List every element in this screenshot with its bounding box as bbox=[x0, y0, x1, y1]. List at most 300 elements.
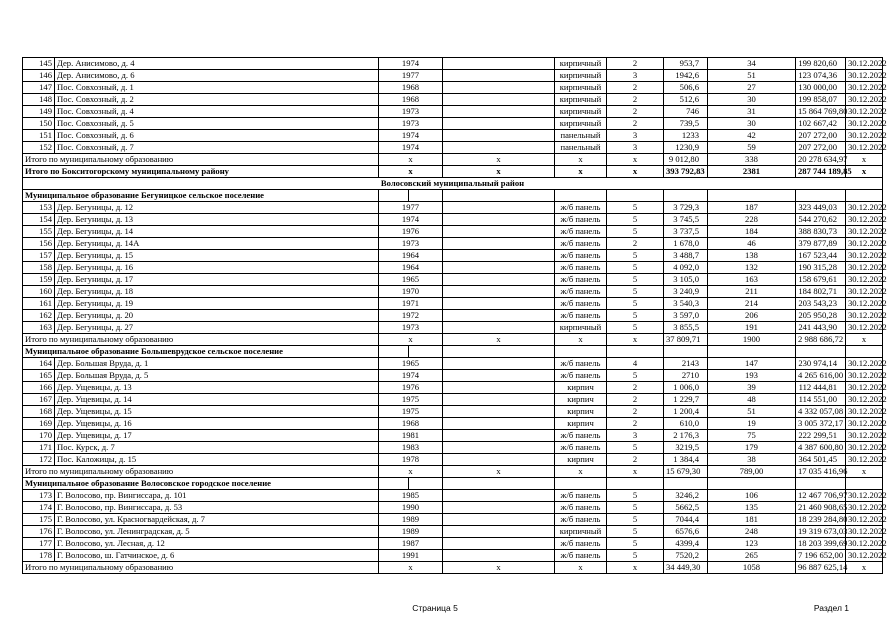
material-cell: х bbox=[555, 466, 607, 478]
material-cell: ж/б панель bbox=[555, 250, 607, 262]
year-cell: 1981 bbox=[379, 430, 443, 442]
address-cell: Г. Волосово, ул. Ленинградская, д. 5 bbox=[55, 526, 379, 538]
table-row bbox=[23, 130, 883, 142]
cost-cell: 15 864 769,80 bbox=[796, 106, 846, 118]
residents-cell: 30 bbox=[708, 118, 796, 130]
floors-cell: 4 bbox=[607, 358, 664, 370]
floors-cell: 2 bbox=[607, 106, 664, 118]
cost-cell: 207 272,00 bbox=[796, 130, 846, 142]
material-cell: х bbox=[555, 166, 607, 178]
year-cell: 1973 bbox=[379, 118, 443, 130]
floors-cell: 5 bbox=[607, 502, 664, 514]
extra-cell: х bbox=[443, 166, 555, 178]
residents-cell: 206 bbox=[708, 310, 796, 322]
cost-cell: 12 467 706,97 bbox=[796, 490, 846, 502]
year-cell: 1973 bbox=[379, 322, 443, 334]
area-cell: 3 240,9 bbox=[664, 286, 708, 298]
address-cell: Дер. Бегуницы, д. 18 bbox=[55, 286, 379, 298]
residents-cell: 147 bbox=[708, 358, 796, 370]
floors-cell: х bbox=[607, 334, 664, 346]
material-cell: ж/б панель bbox=[555, 214, 607, 226]
extra-cell bbox=[443, 82, 555, 94]
address-cell: Дер. Бегуницы, д. 14 bbox=[55, 226, 379, 238]
area-cell: 3 488,7 bbox=[664, 250, 708, 262]
extra-cell: х bbox=[443, 334, 555, 346]
area-cell: 7520,2 bbox=[664, 550, 708, 562]
cost-cell: 287 744 189,85 bbox=[796, 166, 846, 178]
empty-cell bbox=[443, 190, 555, 202]
municipality-title: Муниципальное образование Бегуницкое сельское поселение bbox=[23, 190, 379, 202]
row-number: 168 bbox=[23, 406, 55, 418]
table-row bbox=[23, 118, 883, 130]
material-cell: ж/б панель bbox=[555, 538, 607, 550]
year-cell: х bbox=[379, 166, 443, 178]
extra-cell bbox=[443, 286, 555, 298]
extra-cell bbox=[443, 310, 555, 322]
residents-cell: 48 bbox=[708, 394, 796, 406]
subtotal-row bbox=[23, 334, 883, 346]
row-number: 177 bbox=[23, 538, 55, 550]
row-number: 158 bbox=[23, 262, 55, 274]
table-row bbox=[23, 442, 883, 454]
table-row bbox=[23, 406, 883, 418]
district-header-row bbox=[23, 178, 883, 190]
residents-cell: 46 bbox=[708, 238, 796, 250]
address-cell: Пос. Совхозный, д. 5 bbox=[55, 118, 379, 130]
extra-cell bbox=[443, 94, 555, 106]
cost-cell: 167 523,44 bbox=[796, 250, 846, 262]
date-cell: х bbox=[846, 334, 883, 346]
floors-cell: 5 bbox=[607, 322, 664, 334]
date-cell: х bbox=[846, 562, 883, 574]
row-number: 154 bbox=[23, 214, 55, 226]
date-cell: 30.12.2022 bbox=[846, 142, 883, 154]
material-cell: ж/б панель bbox=[555, 514, 607, 526]
floors-cell: 5 bbox=[607, 490, 664, 502]
extra-cell bbox=[443, 514, 555, 526]
material-cell: ж/б панель bbox=[555, 262, 607, 274]
floors-cell: 5 bbox=[607, 262, 664, 274]
residents-cell: 19 bbox=[708, 418, 796, 430]
cost-cell: 17 035 416,96 bbox=[796, 466, 846, 478]
material-cell: х bbox=[555, 154, 607, 166]
material-cell: кирпичный bbox=[555, 70, 607, 82]
residents-cell: 42 bbox=[708, 130, 796, 142]
row-number: 155 bbox=[23, 226, 55, 238]
district-total-row bbox=[23, 166, 883, 178]
address-cell: Дер. Бегуницы, д. 19 bbox=[55, 298, 379, 310]
document-table-container bbox=[22, 57, 887, 574]
area-cell: 1230,9 bbox=[664, 142, 708, 154]
area-cell: 1942,6 bbox=[664, 70, 708, 82]
extra-cell bbox=[443, 550, 555, 562]
year-cell: 1968 bbox=[379, 418, 443, 430]
date-cell: 30.12.2022 bbox=[846, 286, 883, 298]
date-cell: х bbox=[846, 466, 883, 478]
row-number: 160 bbox=[23, 286, 55, 298]
row-number: 176 bbox=[23, 526, 55, 538]
date-cell: 30.12.2022 bbox=[846, 406, 883, 418]
floors-cell: 5 bbox=[607, 550, 664, 562]
table-row bbox=[23, 106, 883, 118]
year-cell: 1972 bbox=[379, 310, 443, 322]
table-row bbox=[23, 502, 883, 514]
floors-cell: 3 bbox=[607, 430, 664, 442]
table-row bbox=[23, 262, 883, 274]
extra-cell bbox=[443, 358, 555, 370]
extra-cell bbox=[443, 370, 555, 382]
empty-cell bbox=[555, 346, 607, 358]
extra-cell bbox=[443, 538, 555, 550]
date-cell: 30.12.2022 bbox=[846, 106, 883, 118]
table-row bbox=[23, 82, 883, 94]
area-cell: 512,6 bbox=[664, 94, 708, 106]
extra-cell bbox=[443, 202, 555, 214]
page-number: Страница 5 bbox=[412, 603, 458, 613]
empty-cell bbox=[409, 190, 443, 202]
extra-cell: х bbox=[443, 466, 555, 478]
empty-cell bbox=[607, 346, 664, 358]
housing-table bbox=[22, 57, 887, 574]
total-label: Итого по муниципальному образованию bbox=[23, 154, 379, 166]
address-cell: Дер. Ущевицы, д. 15 bbox=[55, 406, 379, 418]
floors-cell: х bbox=[607, 466, 664, 478]
material-cell: ж/б панель bbox=[555, 370, 607, 382]
row-number: 171 bbox=[23, 442, 55, 454]
address-cell: Дер. Бегуницы, д. 13 bbox=[55, 214, 379, 226]
address-cell: Пос. Курск, д. 7 bbox=[55, 442, 379, 454]
table-row bbox=[23, 310, 883, 322]
residents-cell: 51 bbox=[708, 70, 796, 82]
material-cell: ж/б панель bbox=[555, 430, 607, 442]
material-cell: кирпич bbox=[555, 406, 607, 418]
material-cell: ж/б панель bbox=[555, 550, 607, 562]
extra-cell bbox=[443, 274, 555, 286]
residents-cell: 51 bbox=[708, 406, 796, 418]
floors-cell: 2 bbox=[607, 94, 664, 106]
cost-cell: 2 988 686,72 bbox=[796, 334, 846, 346]
material-cell: ж/б панель bbox=[555, 202, 607, 214]
row-number: 166 bbox=[23, 382, 55, 394]
row-number: 163 bbox=[23, 322, 55, 334]
year-cell: 1974 bbox=[379, 214, 443, 226]
residents-cell: 138 bbox=[708, 250, 796, 262]
table-row bbox=[23, 286, 883, 298]
date-cell: 30.12.2022 bbox=[846, 358, 883, 370]
row-number: 153 bbox=[23, 202, 55, 214]
empty-cell bbox=[443, 346, 555, 358]
residents-cell: 191 bbox=[708, 322, 796, 334]
table-row bbox=[23, 430, 883, 442]
material-cell: кирпичный bbox=[555, 322, 607, 334]
cost-cell: 230 974,14 bbox=[796, 358, 846, 370]
area-cell: 1 006,0 bbox=[664, 382, 708, 394]
extra-cell bbox=[443, 262, 555, 274]
date-cell: 30.12.2022 bbox=[846, 514, 883, 526]
date-cell: 30.12.2022 bbox=[846, 322, 883, 334]
row-number: 172 bbox=[23, 454, 55, 466]
municipality-title: Муниципальное образование Волосовское городское поселение bbox=[23, 478, 379, 490]
extra-cell bbox=[443, 226, 555, 238]
year-cell: 1987 bbox=[379, 538, 443, 550]
year-cell: х bbox=[379, 562, 443, 574]
empty-cell bbox=[846, 190, 883, 202]
residents-cell: 163 bbox=[708, 274, 796, 286]
area-cell: 393 792,83 bbox=[664, 166, 708, 178]
cost-cell: 96 887 625,14 bbox=[796, 562, 846, 574]
date-cell: х bbox=[846, 154, 883, 166]
empty-cell bbox=[409, 346, 443, 358]
floors-cell: 5 bbox=[607, 286, 664, 298]
material-cell: кирпичный bbox=[555, 94, 607, 106]
material-cell: кирпичный bbox=[555, 82, 607, 94]
year-cell: 1983 bbox=[379, 442, 443, 454]
empty-cell bbox=[664, 346, 708, 358]
residents-cell: 38 bbox=[708, 454, 796, 466]
material-cell: кирпич bbox=[555, 382, 607, 394]
area-cell: 506,6 bbox=[664, 82, 708, 94]
material-cell: кирпичный bbox=[555, 106, 607, 118]
date-cell: 30.12.2022 bbox=[846, 550, 883, 562]
residents-cell: 2381 bbox=[708, 166, 796, 178]
row-number: 148 bbox=[23, 94, 55, 106]
table-row bbox=[23, 454, 883, 466]
table-row bbox=[23, 238, 883, 250]
area-cell: 3 855,5 bbox=[664, 322, 708, 334]
floors-cell: 2 bbox=[607, 118, 664, 130]
address-cell: Дер. Бегуницы, д. 20 bbox=[55, 310, 379, 322]
extra-cell: х bbox=[443, 562, 555, 574]
residents-cell: 1900 bbox=[708, 334, 796, 346]
extra-cell bbox=[443, 382, 555, 394]
extra-cell bbox=[443, 106, 555, 118]
residents-cell: 265 bbox=[708, 550, 796, 562]
row-number: 151 bbox=[23, 130, 55, 142]
residents-cell: 34 bbox=[708, 58, 796, 70]
floors-cell: 5 bbox=[607, 274, 664, 286]
row-number: 165 bbox=[23, 370, 55, 382]
address-cell: Дер. Ущевицы, д. 14 bbox=[55, 394, 379, 406]
table-row bbox=[23, 550, 883, 562]
floors-cell: 2 bbox=[607, 406, 664, 418]
date-cell: 30.12.2022 bbox=[846, 238, 883, 250]
year-cell: 1989 bbox=[379, 514, 443, 526]
table-row bbox=[23, 538, 883, 550]
table-row bbox=[23, 298, 883, 310]
date-cell: 30.12.2022 bbox=[846, 262, 883, 274]
cost-cell: 18 239 284,80 bbox=[796, 514, 846, 526]
cost-cell: 203 543,23 bbox=[796, 298, 846, 310]
cost-cell: 199 858,07 bbox=[796, 94, 846, 106]
material-cell: кирпичный bbox=[555, 118, 607, 130]
year-cell: 1968 bbox=[379, 94, 443, 106]
year-cell: 1964 bbox=[379, 262, 443, 274]
cost-cell: 130 000,00 bbox=[796, 82, 846, 94]
floors-cell: 5 bbox=[607, 310, 664, 322]
date-cell: 30.12.2022 bbox=[846, 418, 883, 430]
district-title: Волосовский муниципальный район bbox=[23, 178, 883, 190]
extra-cell: х bbox=[443, 154, 555, 166]
area-cell: 2143 bbox=[664, 358, 708, 370]
total-label: Итого по муниципальному образованию bbox=[23, 562, 379, 574]
municipality-header-row bbox=[23, 478, 883, 490]
year-cell: 1975 bbox=[379, 394, 443, 406]
municipality-title: Муниципальное образование Большеврудское сельское поселение bbox=[23, 346, 379, 358]
floors-cell: 3 bbox=[607, 70, 664, 82]
date-cell: 30.12.2022 bbox=[846, 214, 883, 226]
area-cell: 4 092,0 bbox=[664, 262, 708, 274]
year-cell: 1978 bbox=[379, 454, 443, 466]
address-cell: Дер. Анисимово, д. 4 bbox=[55, 58, 379, 70]
row-number: 149 bbox=[23, 106, 55, 118]
empty-cell bbox=[708, 190, 796, 202]
row-number: 146 bbox=[23, 70, 55, 82]
cost-cell: 222 299,51 bbox=[796, 430, 846, 442]
material-cell: панельный bbox=[555, 130, 607, 142]
residents-cell: 179 bbox=[708, 442, 796, 454]
year-cell: 1974 bbox=[379, 58, 443, 70]
cost-cell: 323 449,03 bbox=[796, 202, 846, 214]
area-cell: 2 176,3 bbox=[664, 430, 708, 442]
extra-cell bbox=[443, 250, 555, 262]
row-number: 152 bbox=[23, 142, 55, 154]
extra-cell bbox=[443, 58, 555, 70]
area-cell: 3246,2 bbox=[664, 490, 708, 502]
floors-cell: 2 bbox=[607, 238, 664, 250]
date-cell: 30.12.2022 bbox=[846, 430, 883, 442]
floors-cell: 2 bbox=[607, 454, 664, 466]
table-row bbox=[23, 70, 883, 82]
area-cell: 37 809,71 bbox=[664, 334, 708, 346]
residents-cell: 59 bbox=[708, 142, 796, 154]
date-cell: 30.12.2022 bbox=[846, 442, 883, 454]
material-cell: панельный bbox=[555, 142, 607, 154]
row-number: 173 bbox=[23, 490, 55, 502]
cost-cell: 544 270,62 bbox=[796, 214, 846, 226]
residents-cell: 228 bbox=[708, 214, 796, 226]
table-row bbox=[23, 418, 883, 430]
extra-cell bbox=[443, 406, 555, 418]
empty-cell bbox=[555, 190, 607, 202]
area-cell: 1 200,4 bbox=[664, 406, 708, 418]
table-row bbox=[23, 490, 883, 502]
extra-cell bbox=[443, 430, 555, 442]
address-cell: Пос. Совхозный, д. 6 bbox=[55, 130, 379, 142]
residents-cell: 75 bbox=[708, 430, 796, 442]
area-cell: 1233 bbox=[664, 130, 708, 142]
year-cell: 1976 bbox=[379, 382, 443, 394]
date-cell: 30.12.2022 bbox=[846, 118, 883, 130]
year-cell: 1964 bbox=[379, 250, 443, 262]
date-cell: 30.12.2022 bbox=[846, 82, 883, 94]
area-cell: 1 678,0 bbox=[664, 238, 708, 250]
date-cell: 30.12.2022 bbox=[846, 298, 883, 310]
empty-cell bbox=[607, 478, 664, 490]
floors-cell: 2 bbox=[607, 418, 664, 430]
row-number: 156 bbox=[23, 238, 55, 250]
table-row bbox=[23, 358, 883, 370]
cost-cell: 20 278 634,97 bbox=[796, 154, 846, 166]
address-cell: Дер. Большая Вруда, д. 5 bbox=[55, 370, 379, 382]
year-cell: х bbox=[379, 154, 443, 166]
year-cell: 1976 bbox=[379, 226, 443, 238]
row-number: 174 bbox=[23, 502, 55, 514]
year-cell: 1973 bbox=[379, 106, 443, 118]
residents-cell: 39 bbox=[708, 382, 796, 394]
address-cell: Пос. Совхозный, д. 7 bbox=[55, 142, 379, 154]
extra-cell bbox=[443, 454, 555, 466]
floors-cell: 5 bbox=[607, 538, 664, 550]
material-cell: кирпич bbox=[555, 418, 607, 430]
row-number: 178 bbox=[23, 550, 55, 562]
row-number: 161 bbox=[23, 298, 55, 310]
cost-cell: 114 551,00 bbox=[796, 394, 846, 406]
area-cell: 3 737,5 bbox=[664, 226, 708, 238]
table-row bbox=[23, 250, 883, 262]
date-cell: 30.12.2022 bbox=[846, 526, 883, 538]
year-cell: 1968 bbox=[379, 82, 443, 94]
address-cell: Дер. Большая Вруда, д. 1 bbox=[55, 358, 379, 370]
table-row bbox=[23, 382, 883, 394]
year-cell: 1991 bbox=[379, 550, 443, 562]
floors-cell: х bbox=[607, 154, 664, 166]
address-cell: Г. Волосово, ул. Лесная, д. 12 bbox=[55, 538, 379, 550]
year-cell: 1970 bbox=[379, 286, 443, 298]
residents-cell: 338 bbox=[708, 154, 796, 166]
cost-cell: 112 444,81 bbox=[796, 382, 846, 394]
empty-cell bbox=[708, 346, 796, 358]
empty-cell bbox=[846, 346, 883, 358]
year-cell: 1990 bbox=[379, 502, 443, 514]
cost-cell: 241 443,90 bbox=[796, 322, 846, 334]
floors-cell: х bbox=[607, 562, 664, 574]
table-row bbox=[23, 226, 883, 238]
year-cell: 1989 bbox=[379, 526, 443, 538]
cost-cell: 207 272,00 bbox=[796, 142, 846, 154]
area-cell: 5662,5 bbox=[664, 502, 708, 514]
address-cell: Дер. Бегуницы, д. 15 bbox=[55, 250, 379, 262]
address-cell: Пос. Совхозный, д. 1 bbox=[55, 82, 379, 94]
table-row bbox=[23, 322, 883, 334]
residents-cell: 248 bbox=[708, 526, 796, 538]
subtotal-row bbox=[23, 466, 883, 478]
area-cell: 34 449,30 bbox=[664, 562, 708, 574]
material-cell: ж/б панель bbox=[555, 502, 607, 514]
year-cell: 1974 bbox=[379, 130, 443, 142]
area-cell: 3 597,0 bbox=[664, 310, 708, 322]
extra-cell bbox=[443, 130, 555, 142]
date-cell: 30.12.2022 bbox=[846, 130, 883, 142]
table-row bbox=[23, 58, 883, 70]
area-cell: 3 729,3 bbox=[664, 202, 708, 214]
empty-cell bbox=[555, 478, 607, 490]
table-row bbox=[23, 94, 883, 106]
year-cell: х bbox=[379, 334, 443, 346]
floors-cell: 5 bbox=[607, 250, 664, 262]
cost-cell: 364 501,45 bbox=[796, 454, 846, 466]
total-label: Итого по муниципальному образованию bbox=[23, 334, 379, 346]
extra-cell bbox=[443, 214, 555, 226]
date-cell: 30.12.2022 bbox=[846, 310, 883, 322]
date-cell: 30.12.2022 bbox=[846, 226, 883, 238]
year-cell: 1975 bbox=[379, 406, 443, 418]
cost-cell: 102 667,42 bbox=[796, 118, 846, 130]
row-number: 145 bbox=[23, 58, 55, 70]
extra-cell bbox=[443, 118, 555, 130]
material-cell: кирпич bbox=[555, 394, 607, 406]
material-cell: ж/б панель bbox=[555, 442, 607, 454]
residents-cell: 135 bbox=[708, 502, 796, 514]
